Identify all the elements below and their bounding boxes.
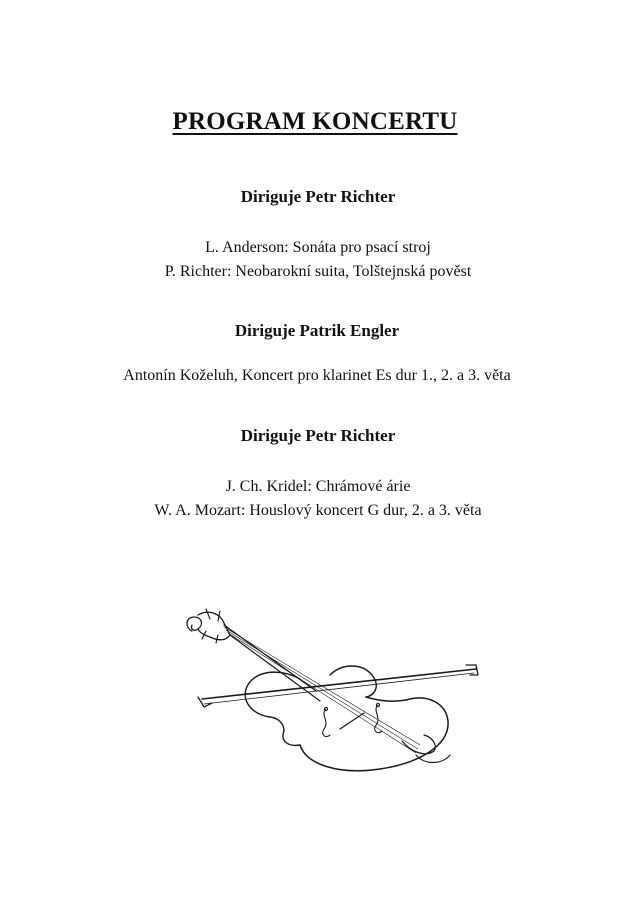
program-section-2	[4, 320, 630, 388]
program-piece: J. Ch. Kridel: Chrámové árie	[225, 478, 411, 495]
program-piece: L. Anderson: Sonáta pro psací stroj	[205, 239, 431, 256]
program-section-1	[6, 186, 630, 284]
conductor-heading: Diriguje Patrik Engler	[234, 321, 400, 340]
program-piece: W. A. Mozart: Houslový koncert G dur, 2. a 3. věta	[154, 502, 482, 519]
program-piece: Antonín Koželuh, Koncert pro klarinet Es dur 1., 2. a 3. věta	[123, 367, 511, 384]
violin-icon	[180, 605, 480, 775]
conductor-heading: Diriguje Petr Richter	[240, 426, 396, 445]
program-section-3	[6, 425, 630, 523]
conductor-heading: Diriguje Petr Richter	[240, 187, 396, 206]
program-piece: P. Richter: Neobarokní suita, Tolštejnská pověst	[164, 263, 472, 280]
page-title: PROGRAM KONCERTU	[172, 108, 458, 135]
